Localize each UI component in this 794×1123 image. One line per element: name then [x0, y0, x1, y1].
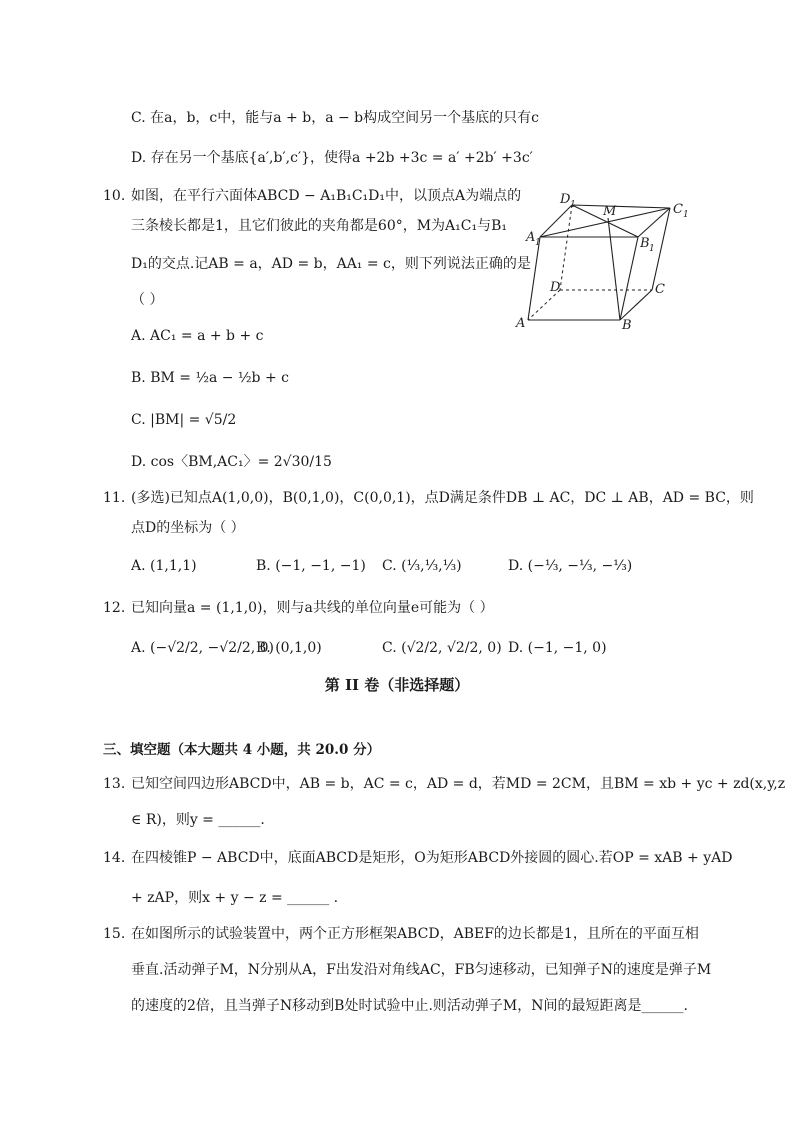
q12-option-a: A. (−√2/2, −√2/2, 0)	[131, 640, 275, 656]
q12-option-d: D. (−1, −1, 0)	[508, 640, 607, 656]
q13-stem-line2: ∈ R)，则y = ______.	[131, 812, 265, 828]
q12-number: 12.	[103, 600, 126, 616]
q11-option-a: A. (1,1,1)	[131, 558, 197, 574]
parallelepiped-figure	[510, 185, 700, 335]
q15-stem-line3: 的速度的2倍，且当弹子N移动到B处时试验中止.则活动弹子M，N间的最短距离是______.	[131, 998, 688, 1014]
q11-number: 11.	[103, 490, 126, 506]
label-b1-sub: 1	[649, 244, 655, 254]
q14-stem-line2: + zAP，则x + y − z = ______ .	[131, 890, 339, 906]
label-c1-sub: 1	[683, 210, 689, 220]
label-d1: D	[560, 192, 571, 207]
q13-stem-line1: 已知空间四边形ABCD中，AB = b，AC = c，AD = d，若MD = 2CM，且BM = xb + yc + zd(x,y,z	[131, 776, 786, 792]
q11-stem-line1: (多选)已知点A(1,0,0)，B(0,1,0)，C(0,0,1)，点D满足条件DB ⊥ AC，DC ⊥ AB，AD = BC，则	[131, 490, 754, 506]
label-d1-sub: 1	[570, 200, 576, 210]
part-three-heading: 三、填空题（本大题共 4 小题，共 20.0 分）	[103, 742, 381, 758]
q10-stem-line4: （ ）	[131, 292, 164, 308]
q11-option-d: D. (−⅓, −⅓, −⅓)	[508, 558, 633, 574]
q10-number: 10.	[103, 188, 126, 204]
label-b1: B	[640, 236, 650, 251]
label-c1: C	[673, 202, 683, 217]
q15-stem-line1: 在如图所示的试验装置中，两个正方形框架ABCD，ABEF的边长都是1，且所在的平面互相	[131, 926, 699, 942]
q10-option-a: A. AC₁ = a + b + c	[131, 328, 264, 344]
q10-stem-line2: 三条棱长都是1，且它们彼此的夹角都是60°，M为A₁C₁与B₁	[131, 218, 508, 234]
q9-option-d: D. 存在另一个基底{a′,b′,c′}，使得a +2b +3c = a′ +2b′ +3c′	[131, 150, 533, 166]
label-c: C	[655, 282, 665, 297]
q10-stem-line1: 如图，在平行六面体ABCD − A₁B₁C₁D₁中，以顶点A为端点的	[131, 188, 522, 204]
q14-number: 14.	[103, 850, 126, 866]
q15-number: 15.	[103, 926, 126, 942]
q11-option-b: B. (−1, −1, −1)	[256, 558, 366, 574]
q10-option-b: B. BM = ½a − ½b + c	[131, 370, 289, 386]
label-a1: A	[526, 230, 536, 245]
q14-stem-line1: 在四棱锥P − ABCD中，底面ABCD是矩形，O为矩形ABCD外接圆的圆心.若OP = xAB + yAD	[131, 850, 733, 866]
q10-option-d: D. cos〈BM,AC₁〉= 2√30/15	[131, 454, 332, 470]
label-d: D	[550, 280, 561, 295]
label-a: A	[516, 316, 526, 331]
q11-option-c: C. (⅓,⅓,⅓)	[382, 558, 462, 574]
label-b: B	[622, 318, 632, 333]
q10-stem-line3: D₁的交点.记AB = a，AD = b，AA₁ = c，则下列说法正确的是	[131, 256, 531, 272]
q15-stem-line2: 垂直.活动弹子M，N分别从A，F出发沿对角线AC，FB匀速移动，已知弹子N的速度是弹子M	[131, 962, 712, 978]
q12-option-c: C. (√2/2, √2/2, 0)	[382, 640, 502, 656]
q12-option-b: B. (0,1,0)	[256, 640, 322, 656]
q12-stem: 已知向量a = (1,1,0)，则与a共线的单位向量e可能为（ ）	[131, 600, 494, 616]
label-a1-sub: 1	[535, 238, 541, 248]
q11-stem-line2: 点D的坐标为（ ）	[131, 520, 245, 536]
q9-option-c: C. 在a，b，c中，能与a + b，a − b构成空间另一个基底的只有c	[131, 110, 539, 126]
q13-number: 13.	[103, 776, 126, 792]
section-ii-title: 第 II 卷（非选择题）	[324, 676, 470, 694]
q10-option-c: C. |BM| = √5/2	[131, 412, 237, 428]
label-m: M	[603, 204, 617, 219]
